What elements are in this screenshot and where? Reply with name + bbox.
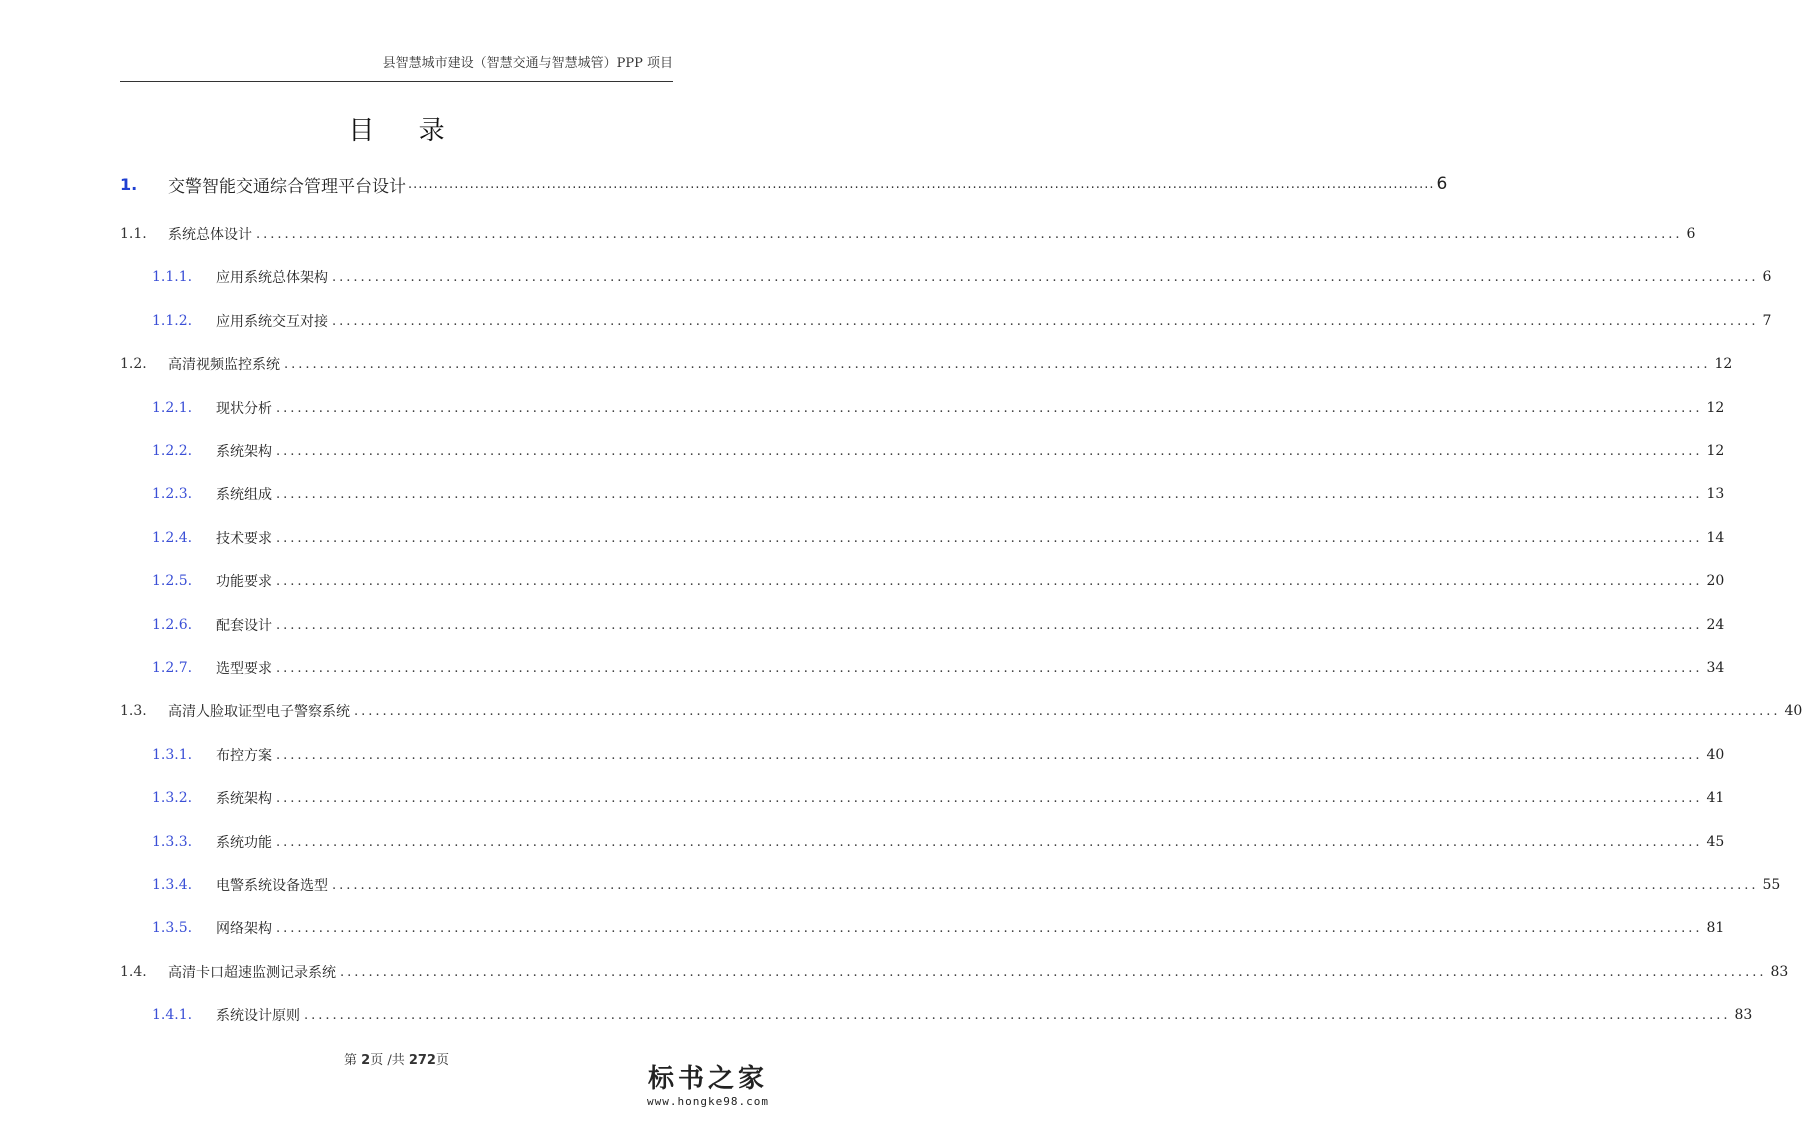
toc-entry-label — [216, 267, 1772, 287]
toc-entry-number: 1.3.4. — [152, 877, 193, 893]
toc-entry-text: 配套设计 — [216, 618, 272, 634]
toc-dot-leader: ........................................................................................................................................................................................................ — [276, 834, 1703, 850]
toc-dot-leader: ........................................................................................................................................................................................................ — [276, 747, 1703, 763]
toc-entry-number: 1.4.1. — [152, 1007, 193, 1023]
toc-dot-leader: ........................................................................................................................................................................................................ — [340, 964, 1767, 980]
toc-dot-leader: ........................................................................................................................................................................................................ — [284, 356, 1711, 372]
toc-entry-text: 系统组成 — [216, 487, 272, 503]
toc-dot-leader: ........................................................................................................................................................................................................ — [332, 313, 1759, 329]
toc-entry[interactable] — [0, 786, 1725, 810]
toc-entry-label — [168, 354, 1733, 374]
watermark-brand: 标书之家 — [647, 1064, 768, 1094]
toc-entry-number: 1.1.2. — [152, 313, 193, 329]
toc-entry-text: 系统架构 — [216, 791, 272, 807]
current-page-number: 2 — [361, 1053, 371, 1068]
toc-entry-text: 网络架构 — [216, 921, 272, 937]
toc-entry-number: 1.2.1. — [152, 400, 193, 416]
toc-dot-leader: ........................................................................................................................................................................................................ — [276, 790, 1703, 806]
toc-entry-label — [216, 1005, 1753, 1025]
toc-entry-page: 40 — [1784, 703, 1802, 719]
toc-entry[interactable] — [0, 916, 1725, 940]
toc-entry-text: 高清视频监控系统 — [168, 357, 280, 373]
toc-entry-text: 电警系统设备选型 — [216, 878, 328, 894]
toc-entry-number: 1.2.6. — [152, 617, 193, 633]
toc-entry-page: 12 — [1706, 400, 1725, 416]
toc-entry[interactable] — [0, 569, 1725, 593]
toc-entry[interactable] — [0, 699, 1802, 723]
toc-entry-number: 1.2.7. — [152, 660, 193, 676]
toc-entry-label — [168, 224, 1696, 244]
toc-entry-label — [216, 441, 1725, 461]
toc-dot-leader: ........................................................................................................................................................................................................ — [332, 877, 1759, 893]
toc-entry-page: 55 — [1762, 877, 1781, 893]
toc-entry-label — [216, 832, 1725, 852]
toc-entry-label — [168, 962, 1789, 982]
toc-entry-label — [216, 484, 1725, 504]
toc-entry[interactable] — [0, 830, 1725, 854]
toc-entry-number: 1.3.5. — [152, 920, 193, 936]
toc-entry[interactable] — [0, 656, 1725, 680]
toc-entry-page: 83 — [1770, 964, 1789, 980]
toc-entry-page: 34 — [1706, 660, 1725, 676]
toc-entry-number: 1.2.4. — [152, 530, 193, 546]
toc-entry-page: 83 — [1734, 1007, 1753, 1023]
toc-entry-label — [216, 528, 1725, 548]
toc-entry-page: 24 — [1706, 617, 1725, 633]
toc-entry-label — [216, 658, 1725, 678]
toc-entry[interactable] — [0, 265, 1772, 289]
toc-entry-text: 选型要求 — [216, 661, 272, 677]
toc-entry-text: 应用系统交互对接 — [216, 314, 328, 330]
toc-entry-page: 40 — [1706, 747, 1725, 763]
toc-dot-leader: ........................................................................................................................................................................................................ — [276, 400, 1703, 416]
toc-entry[interactable] — [0, 526, 1725, 550]
toc-entry[interactable] — [0, 172, 1448, 197]
toc-dot-leader: ........................................................................................................................................................................................................ — [256, 226, 1683, 242]
toc-entry-text: 交警智能交通综合管理平台设计 — [168, 176, 406, 197]
toc-entry-page: 6 — [1436, 174, 1448, 194]
toc-entry[interactable] — [0, 743, 1725, 767]
footer-prefix: 第 — [344, 1053, 362, 1068]
toc-dot-leader: ........................................................................................................................................................................................................ — [332, 269, 1759, 285]
toc-entry-number: 1.1.1. — [152, 269, 193, 285]
toc-entry-page: 81 — [1706, 920, 1725, 936]
toc-entry-label — [168, 172, 1448, 197]
toc-entry-number: 1.2.5. — [152, 573, 193, 589]
watermark-logo — [633, 1058, 783, 1108]
toc-entry-text: 系统架构 — [216, 444, 272, 460]
toc-entry-text: 布控方案 — [216, 748, 272, 764]
toc-dot-leader: ........................................................................................................................................................................................................ — [304, 1007, 1731, 1023]
toc-dot-leader: ........................................................................................................................................................................................................ — [276, 486, 1703, 502]
toc-dot-leader: ........................................................................................................................................................................................................ — [276, 660, 1703, 676]
toc-entry-text: 系统功能 — [216, 835, 272, 851]
toc-entry-label — [168, 701, 1802, 721]
toc-entry-text: 系统总体设计 — [168, 227, 252, 243]
toc-entry-label — [216, 398, 1725, 418]
toc-entry[interactable] — [0, 960, 1789, 984]
toc-entry-number: 1.1. — [120, 226, 147, 242]
toc-entry-number: 1.2. — [120, 356, 147, 372]
toc-entry-label — [216, 571, 1725, 591]
total-page-count: 272 — [408, 1053, 436, 1068]
toc-dot-leader: ........................................................................................................................................................................................................ — [408, 176, 1435, 192]
toc-entry-page: 13 — [1706, 486, 1725, 502]
toc-entry-text: 现状分析 — [216, 401, 272, 417]
toc-entry-page: 45 — [1706, 834, 1725, 850]
toc-entry-label — [216, 918, 1725, 938]
watermark-url: www.hongke98.com — [647, 1095, 769, 1108]
toc-entry-page: 14 — [1706, 530, 1725, 546]
toc-entry[interactable] — [0, 439, 1725, 463]
toc-entry-label — [216, 875, 1781, 895]
toc-entry[interactable] — [0, 309, 1772, 333]
footer-suffix: 页 — [435, 1053, 449, 1068]
toc-entry[interactable] — [0, 613, 1725, 637]
toc-entry-text: 技术要求 — [216, 531, 272, 547]
toc-entry[interactable] — [0, 482, 1725, 506]
toc-entry-number: 1.2.2. — [152, 443, 193, 459]
toc-entry-number: 1.2.3. — [152, 486, 193, 502]
toc-entry-page: 41 — [1706, 790, 1725, 806]
toc-entry-label — [216, 311, 1772, 331]
toc-entry[interactable] — [0, 1003, 1753, 1027]
header-divider — [120, 81, 673, 82]
toc-entry-number: 1.3.3. — [152, 834, 193, 850]
toc-entry-label — [216, 745, 1725, 765]
toc-entry-text: 系统设计原则 — [216, 1008, 300, 1024]
toc-dot-leader: ........................................................................................................................................................................................................ — [354, 703, 1781, 719]
running-header: 县智慧城市建设（智慧交通与智慧城管）PPP 项目 — [382, 56, 673, 71]
toc-entry-text: 高清卡口超速监测记录系统 — [168, 965, 336, 981]
toc-entry-number: 1.4. — [120, 964, 147, 980]
footer-mid: 页 /共 — [370, 1053, 409, 1068]
toc-entry-text: 功能要求 — [216, 574, 272, 590]
toc-entry-page: 7 — [1762, 313, 1772, 329]
toc-entry[interactable] — [0, 222, 1696, 246]
toc-dot-leader: ........................................................................................................................................................................................................ — [276, 920, 1703, 936]
toc-dot-leader: ........................................................................................................................................................................................................ — [276, 617, 1703, 633]
toc-entry-number: 1.3.1. — [152, 747, 193, 763]
toc-entry-number: 1.3. — [120, 703, 147, 719]
toc-entry-label — [216, 788, 1725, 808]
toc-entry-page: 12 — [1706, 443, 1725, 459]
toc-entry-page: 12 — [1714, 356, 1733, 372]
toc-entry-page: 6 — [1686, 226, 1696, 242]
toc-entry-text: 应用系统总体架构 — [216, 270, 328, 286]
toc-entry-text: 高清人脸取证型电子警察系统 — [168, 704, 350, 720]
toc-entry-number: 1.3.2. — [152, 790, 193, 806]
toc-entry[interactable] — [0, 396, 1725, 420]
toc-dot-leader: ........................................................................................................................................................................................................ — [276, 443, 1703, 459]
toc-entry[interactable] — [0, 352, 1733, 376]
toc-dot-leader: ........................................................................................................................................................................................................ — [276, 573, 1703, 589]
toc-entry[interactable] — [0, 873, 1781, 897]
toc-title: 目 录 — [348, 116, 463, 146]
toc-entry-label — [216, 615, 1725, 635]
toc-entry-page: 20 — [1706, 573, 1725, 589]
toc-entry-page: 6 — [1762, 269, 1772, 285]
toc-dot-leader: ........................................................................................................................................................................................................ — [276, 530, 1703, 546]
toc-entry-number: 1. — [120, 174, 138, 194]
